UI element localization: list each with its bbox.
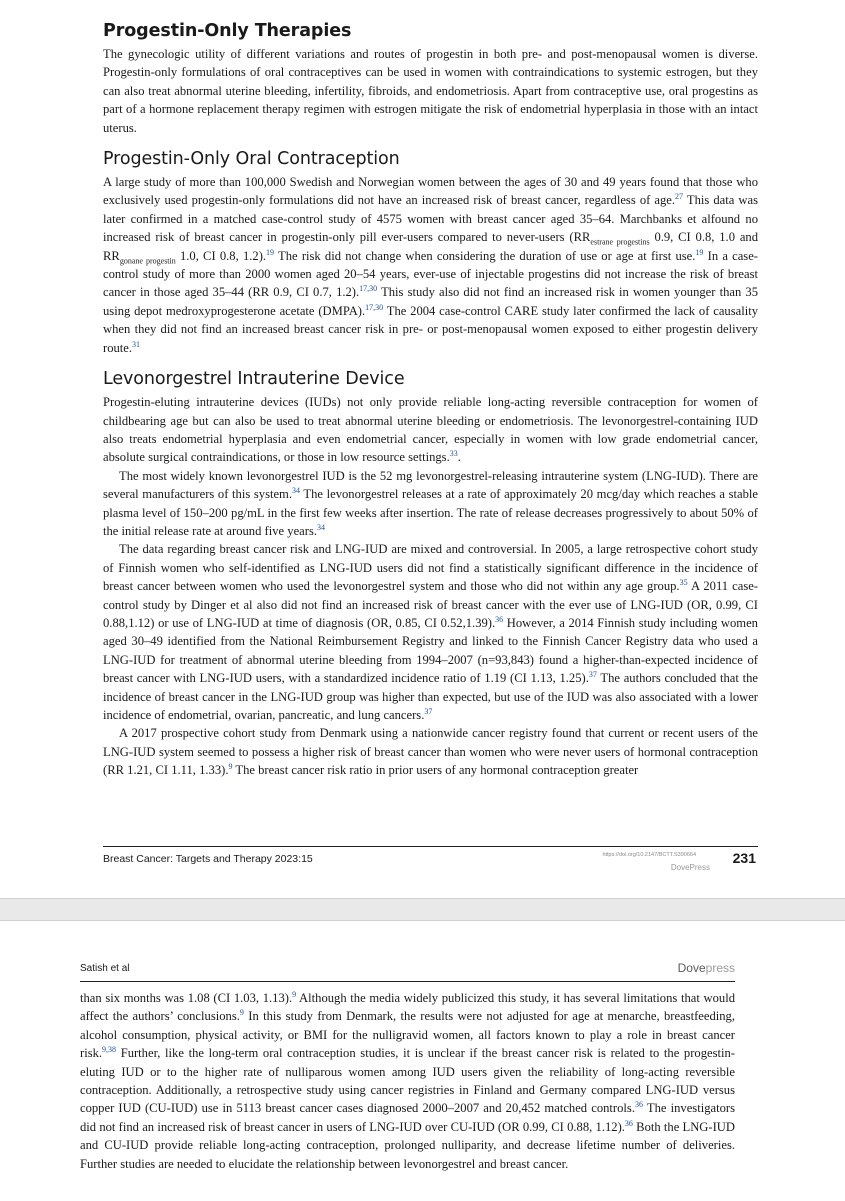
citation-link[interactable]: 36 (624, 1118, 633, 1128)
citation-link[interactable]: 36 (495, 614, 504, 624)
section-heading-oral-contraception: Progestin-Only Oral Contraception (103, 149, 400, 170)
citation-link[interactable]: 35 (679, 577, 688, 587)
paragraph-iud-breast-cancer-data: The data regarding breast cancer risk and LNG-IUD are mixed and controversial. In 2005, a large retrospective cohort study of Finnish women who self-identified as LNG-IUD users did not find a statistically significant difference in the incidence of breast cancer between women who used the levonorgestrel system and those who did not within any age group.$^{35}$ A 2011 case-control study by Dinger et al also did not find an increased risk of breast cancer with the ever use of LNG-IUD (OR, 0.99, CI 0.88,1.12) or use of LNG-IUD at time of diagnosis (OR, 0.85, CI 0.52,1.39).$^{36}$ However, a 2014 Finnish study including women aged 30–49 identified from the National Reimbursement Registry and linked to the Finnish Cancer Registry data who used a LNG-IUD for treatment of abnormal uterine bleeding from 1994–2007 (n=93,843) found a higher-than-expected incidence of breast cancer with LNG-IUD users, with a standardized incidence ratio of 1.19 (CI 1.13, 1.25).$^{37}$ The authors concluded that the incidence of breast cancer in the LNG-IUD group was higher than expected, but use of the IUD was also associated with a lower incidence of endometrial, ovarian, pancreatic, and lung cancers.$^{37}$ (103, 542, 758, 722)
citation-link[interactable]: 19 (266, 247, 275, 257)
paragraph-iud-release: The most widely known levonorgestrel IUD is the 52 mg levonorgestrel-releasing intrauterine system (LNG-IUD). There are several manufacturers of this system.$^{34}$ The levonorgestrel releases at a rate of approximately 20 mcg/day which reaches a stable plasma level of 150–200 pg/mL in the first few weeks after insertion. The rate of release decreases progressively to about 50% of the initial release rate at around five years.$^{34}$ (103, 468, 759, 538)
paragraph-oral-contraception: A large study of more than 100,000 Swedish and Norwegian women between the ages of 30 and 49 years found that those who exclusively used progestin-only formulations did not have an increased risk of breast cancer, regardless of age.$^{27}$ This data was later confirmed in a matched case-control study of 4575 women with breast cancer aged 35–64. Marchbanks et alfound no increased risk of breast cancer in progestin-only pill ever-users compared to never-users ($RR_{estrane progestins}$ 0.9, CI 0.8, 1.0 and $RR_{gonane progestin}$ 1.0, CI 0.8, 1.2).$^{19}$ The risk did not change when considering the duration of use or age at first use.$^{19}$ In a case-control study of more than 2000 women aged 20–54 years, ever-use of injectable progestins did not increase the risk of breast cancer in those aged 35–44 (RR 0.9, CI 0.7, 1.2).$^{17,30}$ This study also did not find an increased risk in women younger than 35 using depot medroxyprogesterone acetate (DMPA).$^{17,30}$ The 2004 case-control CARE study later confirmed the lack of causality when they did not find an increased breast cancer risk in pre- or post-menopausal women exposed to either progestin delivery route.$^{31}$ (103, 175, 759, 355)
section-heading-progestin-only-therapies: Progestin-Only Therapies (103, 21, 352, 41)
section-heading-levonorgestrel-iud: Levonorgestrel Intrauterine Device (103, 369, 405, 390)
citation-link[interactable]: 19 (695, 247, 704, 257)
journal-citation: Breast Cancer: Targets and Therapy 2023:15 (103, 853, 313, 865)
citation-link[interactable]: 9 (228, 762, 233, 772)
citation-link[interactable]: 37 (588, 670, 597, 679)
page-body (103, 20, 758, 780)
page-header (80, 961, 735, 982)
citation-link[interactable]: 9,38 (102, 1045, 117, 1055)
page-number: 231 (732, 850, 756, 866)
doi-link[interactable]: https://doi.org/10.2147/BCTT.S390664 (602, 852, 696, 858)
paragraph-continued: than six months was 1.08 (CI 1.03, 1.13).$^9$ Although the media widely publicized this study, it has several limitations that would affect the authors’ conclusions.$^9$ In this study from Denmark, the results were not adjusted for age at menarche, breastfeeding, alcohol consumption, physical activity, or BMI for the nulligravid women, all factors known to play a role in breast cancer risk.$^{9,38}$ Further, like the long-term oral contraception studies, it is unclear if the breast cancer risk is related to the progestin-eluting IUD or to the higher rate of nulliparous women among IUD users given the reliability of long-acting reversible contraception. Additionally, a retrospective study using cancer registries in Finland and Germany compared LNG-IUD versus copper IUD (CU-IUD) use in 5113 breast cancer cases diagnosed 2000–2007 and 20,452 matched controls.$^{36}$ The investigators did not find an increased risk of breast cancer in users of LNG-IUD over CU-IUD (OR 0.99, CI 0.88, 1.12).$^{36}$ Both the LNG-IUD and CU-IUD provide reliable long-acting contraception, prolonged nulliparity, and decrease lifetime number of deliveries. Further studies are needed to elucidate the relationship between levonorgestrel and breast cancer. (80, 989, 735, 1171)
citation-link[interactable]: 17,30 (359, 284, 378, 294)
citation-link[interactable]: 33 (449, 449, 458, 459)
citation-link[interactable]: 27 (675, 192, 684, 202)
publisher-logo: DovePress (670, 863, 710, 872)
paragraph-iud-denmark-study: A 2017 prospective cohort study from Denmark using a nationwide cancer registry found that current or recent users of the LNG-IUD system seemed to possess a higher risk of breast cancer than women who were never users of hormonal contraception (RR 1.21, CI 1.11, 1.33).$^9$ The breast cancer risk ratio in prior users of any hormonal contraception greater (103, 726, 758, 778)
citation-link[interactable]: 37 (424, 706, 433, 716)
pdf-page-next (0, 920, 845, 1201)
citation-link[interactable]: 31 (132, 339, 141, 349)
paragraph-progestin-only-therapies: The gynecologic utility of different variations and routes of progestin in both pre- and post-menopausal women is diverse. Progestin-only formulations of oral contraceptives can be used in women with contraindications to systemic estrogen, but they can also treat abnormal uterine bleeding, infertility, fibroids, and endometriosis. Apart from contraceptive use, oral progestins as part of a hormone replacement therapy regimen with estrogen mitigate the risk of endometrial hyperplasia in those with an intact uterus. (103, 47, 758, 135)
citation-link[interactable]: 34 (317, 522, 325, 532)
page-footer (103, 846, 758, 877)
citation-link[interactable]: 17,30 (365, 302, 384, 312)
citation-link[interactable]: 34 (292, 485, 301, 495)
citation-link[interactable]: 9 (292, 989, 297, 999)
publisher-logo: Dovepress (677, 961, 735, 975)
running-head-authors: Satish et al (80, 963, 130, 974)
citation-link[interactable]: 9 (239, 1008, 244, 1018)
paragraph-iud-intro: Progestin-eluting intrauterine devices (IUDs) not only provide reliable long-acting reversible contraception for women of childbearing age but can also be used to treat abnormal uterine bleeding or endometriosis. The levonorgestrel-containing IUD also treats endometrial hyperplasia and even endometrial cancer, especially in women with low grade endometrial cancer, absolute surgical contraindications, or those in low resource settings.$^{33}$. (103, 395, 758, 465)
page-body (80, 989, 735, 1173)
citation-link[interactable]: 36 (634, 1100, 643, 1110)
